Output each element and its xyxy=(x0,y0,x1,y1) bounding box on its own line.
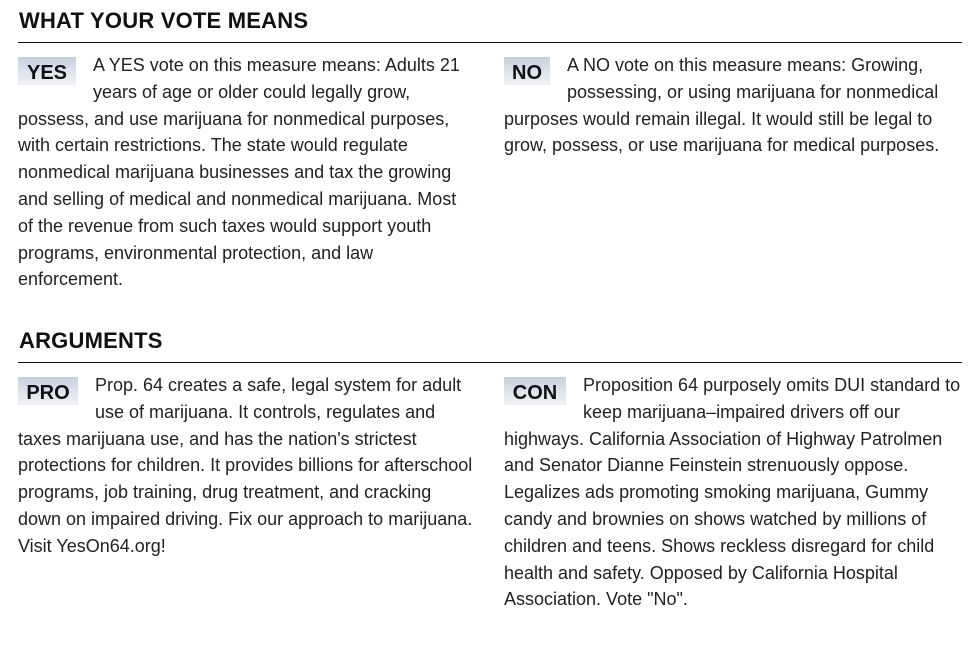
pro-tag: PRO xyxy=(18,377,78,405)
arguments-section xyxy=(18,328,962,613)
no-column xyxy=(504,52,962,293)
vote-meaning-section xyxy=(18,8,962,293)
yes-tag: YES xyxy=(18,57,76,85)
vote-meaning-heading: WHAT YOUR VOTE MEANS xyxy=(18,8,962,43)
pro-column xyxy=(18,372,474,613)
vote-meaning-columns xyxy=(18,52,962,293)
yes-column xyxy=(18,52,474,293)
con-tag: CON xyxy=(504,377,566,405)
arguments-heading: ARGUMENTS xyxy=(18,328,962,363)
arguments-columns xyxy=(18,372,962,613)
pro-argument: Prop. 64 creates a safe, legal system for adult use of marijuana. It controls, regulates and taxes marijuana use, and has the nation's strictest protections for children. It provides billions for afterschool programs, job training, drug treatment, and cracking down on impaired driving. Fix our approach to marijuana. Visit YesOn64.org! xyxy=(18,375,473,556)
con-column xyxy=(504,372,962,613)
no-description: A NO vote on this measure means: Growing, possessing, or using marijuana for nonmedical purposes would remain illegal. It would still be legal to grow, possess, or use marijuana for medical purposes. xyxy=(504,55,940,156)
no-tag: NO xyxy=(504,57,550,85)
yes-description: A YES vote on this measure means: Adults 21 years of age or older could legally grow, possess, and use marijuana for nonmedical purposes, with certain restrictions. The state would regulate nonmedical marijuana businesses and tax the growing and selling of medical and nonmedical marijuana. Most of the revenue from such taxes would support youth programs, environmental protection, and law enforcement. xyxy=(18,55,460,290)
con-argument: Proposition 64 purposely omits DUI standard to keep marijuana–impaired drivers off our highways. California Association of Highway Patrolmen and Senator Dianne Feinstein strenuously oppose. Legalizes ads promoting smoking marijuana, Gummy candy and brownies on shows watched by millions of children and teens. Shows reckless disregard for child health and safety. Opposed by California Hospital Association. Vote "No". xyxy=(504,375,961,610)
